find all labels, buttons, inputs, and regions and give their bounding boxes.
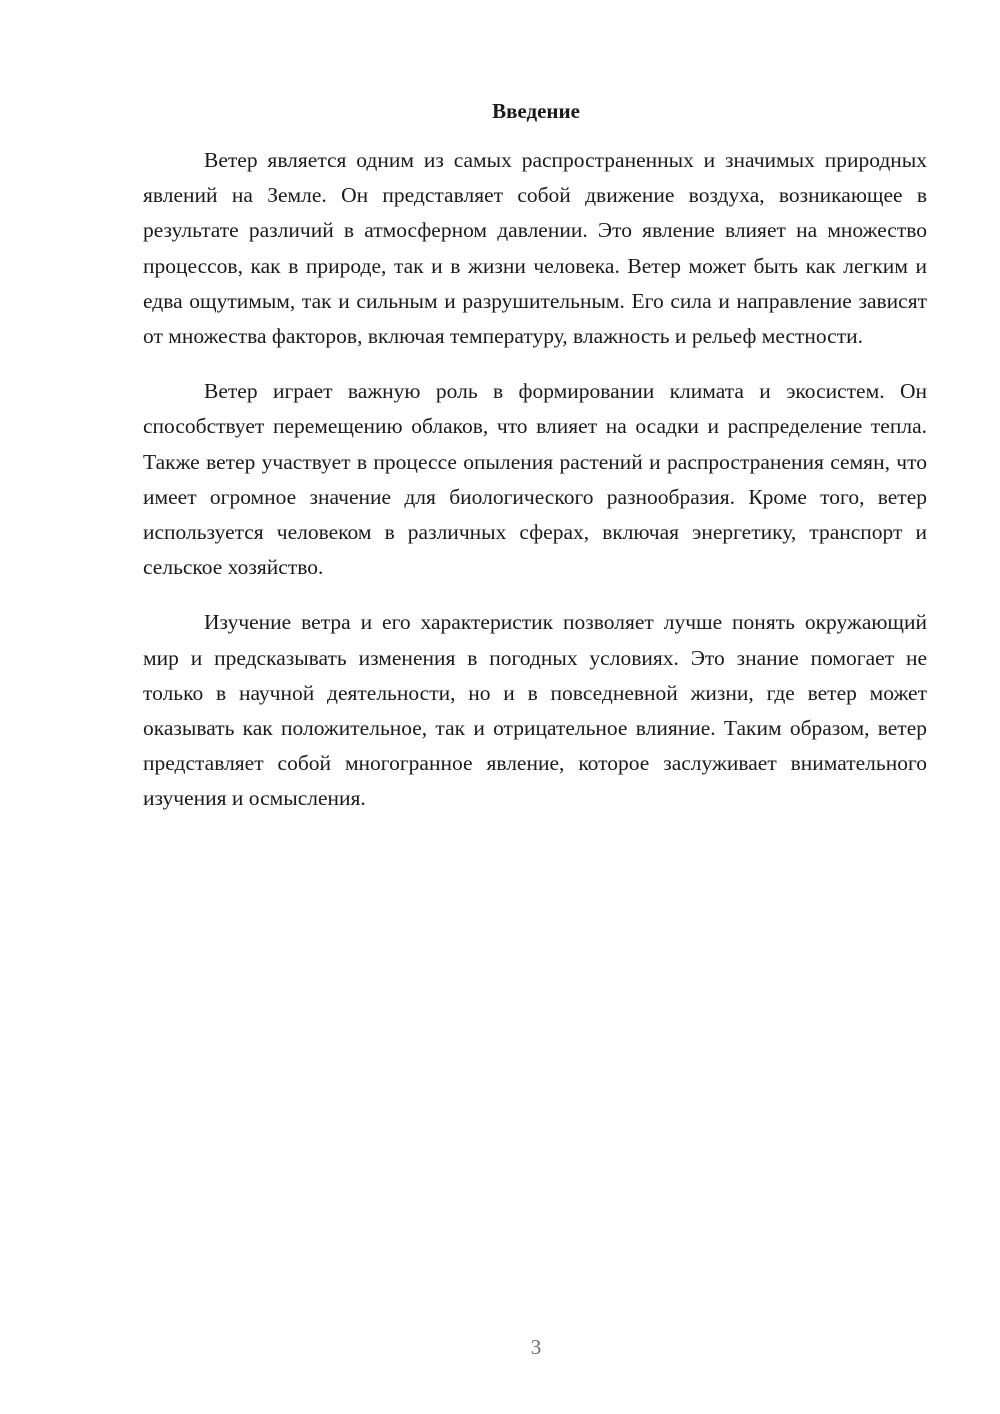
paragraph-3: Изучение ветра и его характеристик позволяет лучше понять окружающий мир и предсказывать изменения в погодных условиях. Это знание помогает не только в научной деятельности, но и в повседневной жизни, где ветер может оказывать как положительное, так и отрицательное влияние. Таким образом, ветер представляет собой многогранное явление, которое заслуживает внимательного изучения и осмысления. <box>143 610 927 811</box>
paragraph-1: Ветер является одним из самых распространенных и значимых природных явлений на Земле. Он представляет собой движение воздуха, возникающее в результате различий в атмосферном давлении. Это явление влияет на множество процессов, как в природе, так и в жизни человека. Ветер может быть как легким и едва ощутимым, так и сильным и разрушительным. Его сила и направление зависят от множества факторов, включая температуру, влажность и рельеф местности. <box>143 148 927 349</box>
section-title: Введение <box>492 99 580 123</box>
document-body <box>143 143 927 837</box>
paragraph-2: Ветер играет важную роль в формировании климата и экосистем. Он способствует перемещению облаков, что влияет на осадки и распределение тепла. Также ветер участвует в процессе опыления растений и распространения семян, что имеет огромное значение для биологического разнообразия. Кроме того, ветер используется человеком в различных сферах, включая энергетику, транспорт и сельское хозяйство. <box>143 379 927 580</box>
page-number: 3 <box>530 1335 542 1359</box>
